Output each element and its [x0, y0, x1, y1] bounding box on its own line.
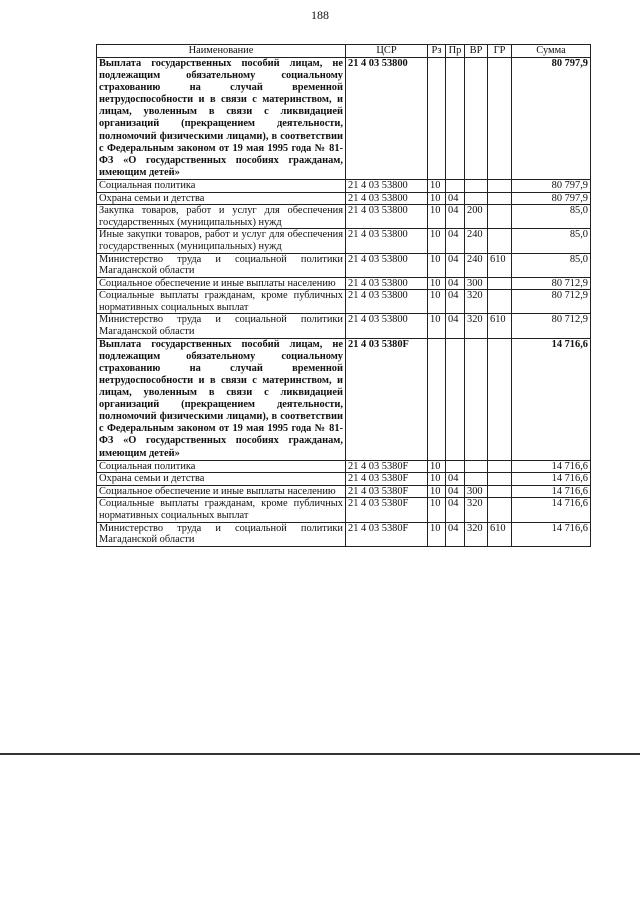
- row-sum: 80 712,9: [512, 277, 591, 290]
- row-gr: [488, 192, 512, 205]
- row-vr: 240: [465, 229, 488, 253]
- row-csr: 21 4 03 53800: [346, 229, 428, 253]
- row-vr: [465, 192, 488, 205]
- row-vr: [465, 338, 488, 460]
- row-sum: 85,0: [512, 229, 591, 253]
- header-csr: ЦСР: [346, 45, 428, 58]
- row-vr: [465, 473, 488, 486]
- table-row: [97, 485, 591, 498]
- row-vr: 300: [465, 485, 488, 498]
- row-name: Иные закупки товаров, работ и услуг для обеспечения государственных (муниципальных) нужд: [97, 229, 346, 253]
- row-name: Социальное обеспечение и иные выплаты населению: [97, 485, 346, 498]
- row-pr: 04: [446, 522, 465, 546]
- row-csr: 21 4 03 53800: [346, 205, 428, 229]
- row-rz: 10: [428, 522, 446, 546]
- header-sum: Сумма: [512, 45, 591, 58]
- row-pr: 04: [446, 498, 465, 522]
- row-name: Охрана семьи и детства: [97, 473, 346, 486]
- row-pr: [446, 460, 465, 473]
- row-csr: 21 4 03 5380F: [346, 473, 428, 486]
- row-sum: 14 716,6: [512, 498, 591, 522]
- row-sum: 14 716,6: [512, 522, 591, 546]
- row-pr: 04: [446, 473, 465, 486]
- header-vr: ВР: [465, 45, 488, 58]
- row-sum: 80 797,9: [512, 179, 591, 192]
- row-gr: [488, 473, 512, 486]
- row-csr: 21 4 03 5380F: [346, 485, 428, 498]
- header-pr: Пр: [446, 45, 465, 58]
- row-vr: 240: [465, 253, 488, 277]
- row-name: Охрана семьи и детства: [97, 192, 346, 205]
- table-row: [97, 290, 591, 314]
- row-csr: 21 4 03 53800: [346, 192, 428, 205]
- row-pr: 04: [446, 277, 465, 290]
- table-row: [97, 338, 591, 460]
- scan-edge-line: [0, 753, 640, 755]
- row-csr: 21 4 03 53800: [346, 179, 428, 192]
- table-row: [97, 229, 591, 253]
- table-row: [97, 473, 591, 486]
- row-rz: 10: [428, 253, 446, 277]
- row-rz: 10: [428, 485, 446, 498]
- row-name: Социальная политика: [97, 179, 346, 192]
- row-rz: 10: [428, 229, 446, 253]
- table-row: [97, 498, 591, 522]
- row-sum: 85,0: [512, 253, 591, 277]
- table-row: [97, 192, 591, 205]
- row-sum: 80 712,9: [512, 314, 591, 338]
- row-gr: 610: [488, 253, 512, 277]
- row-name: Министерство труда и социальной политики Магаданской области: [97, 314, 346, 338]
- table-row: [97, 522, 591, 546]
- row-gr: [488, 205, 512, 229]
- row-pr: 04: [446, 290, 465, 314]
- table-row: [97, 253, 591, 277]
- row-name: Выплата государственных пособий лицам, не подлежащим обязательному социальному страхованию на случай временной нетрудоспособности и в связи с материнством, и лицам, уволенным в связи с ликвидацией организаций (прекращением деятельности, полномочий физическими лицами), в соответствии с Федеральным законом от 19 мая 1995 года № 81-ФЗ «О государственных пособиях гражданам, имеющим детей»: [97, 58, 346, 180]
- table-row: [97, 314, 591, 338]
- row-pr: [446, 338, 465, 460]
- row-sum: 80 712,9: [512, 290, 591, 314]
- row-sum: 14 716,6: [512, 460, 591, 473]
- row-csr: 21 4 03 5380F: [346, 460, 428, 473]
- table-row: [97, 205, 591, 229]
- row-sum: 80 797,9: [512, 58, 591, 180]
- header-gr: ГР: [488, 45, 512, 58]
- row-sum: 14 716,6: [512, 338, 591, 460]
- row-gr: [488, 58, 512, 180]
- row-pr: 04: [446, 485, 465, 498]
- page-number: 188: [311, 8, 329, 22]
- row-gr: [488, 338, 512, 460]
- row-name: Социальные выплаты гражданам, кроме публичных нормативных социальных выплат: [97, 498, 346, 522]
- row-gr: [488, 290, 512, 314]
- row-vr: 320: [465, 314, 488, 338]
- row-rz: [428, 58, 446, 180]
- row-vr: 320: [465, 522, 488, 546]
- row-csr: 21 4 03 5380F: [346, 498, 428, 522]
- row-csr: 21 4 03 53800: [346, 314, 428, 338]
- row-pr: [446, 179, 465, 192]
- row-sum: 14 716,6: [512, 485, 591, 498]
- row-name: Социальные выплаты гражданам, кроме публичных нормативных социальных выплат: [97, 290, 346, 314]
- row-gr: [488, 460, 512, 473]
- row-rz: 10: [428, 277, 446, 290]
- row-vr: 300: [465, 277, 488, 290]
- row-gr: [488, 229, 512, 253]
- row-pr: 04: [446, 205, 465, 229]
- row-csr: 21 4 03 53800: [346, 58, 428, 180]
- row-name: Социальное обеспечение и иные выплаты населению: [97, 277, 346, 290]
- row-csr: 21 4 03 53800: [346, 253, 428, 277]
- row-vr: [465, 460, 488, 473]
- row-rz: [428, 338, 446, 460]
- row-csr: 21 4 03 53800: [346, 277, 428, 290]
- row-csr: 21 4 03 53800: [346, 290, 428, 314]
- row-gr: [488, 485, 512, 498]
- row-sum: 80 797,9: [512, 192, 591, 205]
- row-rz: 10: [428, 473, 446, 486]
- row-gr: 610: [488, 314, 512, 338]
- row-sum: 85,0: [512, 205, 591, 229]
- row-vr: 200: [465, 205, 488, 229]
- row-name: Министерство труда и социальной политики Магаданской области: [97, 522, 346, 546]
- row-rz: 10: [428, 192, 446, 205]
- table-header-row: [97, 45, 591, 58]
- row-rz: 10: [428, 498, 446, 522]
- row-pr: 04: [446, 314, 465, 338]
- row-rz: 10: [428, 314, 446, 338]
- row-vr: 320: [465, 498, 488, 522]
- row-name: Выплата государственных пособий лицам, не подлежащим обязательному социальному страхованию на случай временной нетрудоспособности и в связи с материнством, и лицам, уволенным в связи с ликвидацией организаций (прекращением деятельности, полномочий физическими лицами), в соответствии с Федеральным законом от 19 мая 1995 года № 81-ФЗ «О государственных пособиях гражданам, имеющим детей»: [97, 338, 346, 460]
- row-gr: [488, 179, 512, 192]
- row-vr: 320: [465, 290, 488, 314]
- row-rz: 10: [428, 290, 446, 314]
- row-rz: 10: [428, 460, 446, 473]
- row-csr: 21 4 03 5380F: [346, 338, 428, 460]
- row-gr: [488, 277, 512, 290]
- header-name: Наименование: [97, 45, 346, 58]
- row-pr: 04: [446, 192, 465, 205]
- budget-table: [96, 44, 591, 547]
- row-rz: 10: [428, 179, 446, 192]
- table-row: [97, 460, 591, 473]
- row-vr: [465, 179, 488, 192]
- row-gr: [488, 498, 512, 522]
- table-row: [97, 277, 591, 290]
- row-pr: 04: [446, 229, 465, 253]
- table-row: [97, 58, 591, 180]
- row-rz: 10: [428, 205, 446, 229]
- row-name: Социальная политика: [97, 460, 346, 473]
- row-vr: [465, 58, 488, 180]
- table-row: [97, 179, 591, 192]
- row-sum: 14 716,6: [512, 473, 591, 486]
- row-pr: [446, 58, 465, 180]
- row-name: Министерство труда и социальной политики Магаданской области: [97, 253, 346, 277]
- row-pr: 04: [446, 253, 465, 277]
- row-gr: 610: [488, 522, 512, 546]
- row-csr: 21 4 03 5380F: [346, 522, 428, 546]
- header-rz: Рз: [428, 45, 446, 58]
- row-name: Закупка товаров, работ и услуг для обеспечения государственных (муниципальных) нужд: [97, 205, 346, 229]
